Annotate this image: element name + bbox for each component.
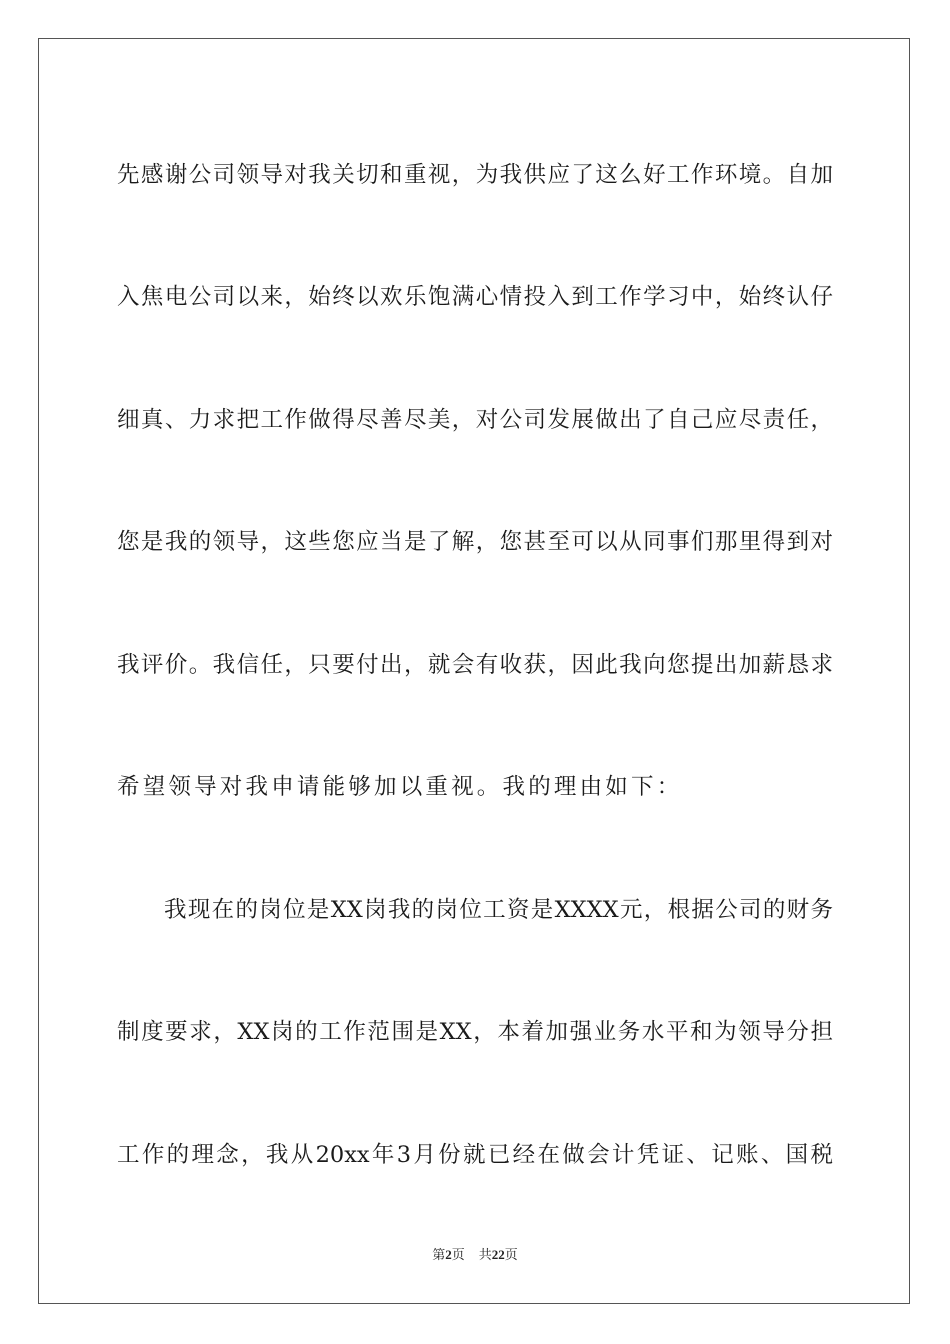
page-total: 22 — [491, 1247, 505, 1262]
paragraph-line-9: 工作的理念，我从20xx年3月份就已经在做会计凭证、记账、国税 — [117, 1141, 833, 1168]
paragraph-line-5: 我评价。我信任，只要付出，就会有收获，因此我向您提出加薪恳求 — [117, 651, 833, 678]
paragraph-line-8: 制度要求，XX岗的工作范围是XX，本着加强业务水平和为领导分担 — [117, 1018, 833, 1045]
paragraph-line-4: 您是我的领导，这些您应当是了解，您甚至可以从同事们那里得到对 — [117, 528, 833, 555]
page-footer — [0, 1246, 950, 1265]
total-prefix: 共 — [478, 1248, 492, 1263]
total-suffix: 页 — [504, 1248, 518, 1263]
paragraph-line-3: 细真、力求把工作做得尽善尽美，对公司发展做出了自己应尽责任， — [117, 406, 833, 433]
paragraph-line-7: 我现在的岗位是XX岗我的岗位工资是XXXX元，根据公司的财务 — [164, 896, 833, 923]
paragraph-line-6: 希望领导对我申请能够加以重视。我的理由如下： — [117, 773, 683, 800]
paragraph-line-1: 先感谢公司领导对我关切和重视，为我供应了这么好工作环境。自加 — [117, 161, 833, 188]
page-prefix: 第 — [432, 1248, 446, 1263]
paragraph-line-2: 入焦电公司以来，始终以欢乐饱满心情投入到工作学习中，始终认仔 — [117, 283, 833, 310]
page-current: 2 — [445, 1247, 452, 1262]
page-suffix: 页 — [451, 1248, 465, 1263]
